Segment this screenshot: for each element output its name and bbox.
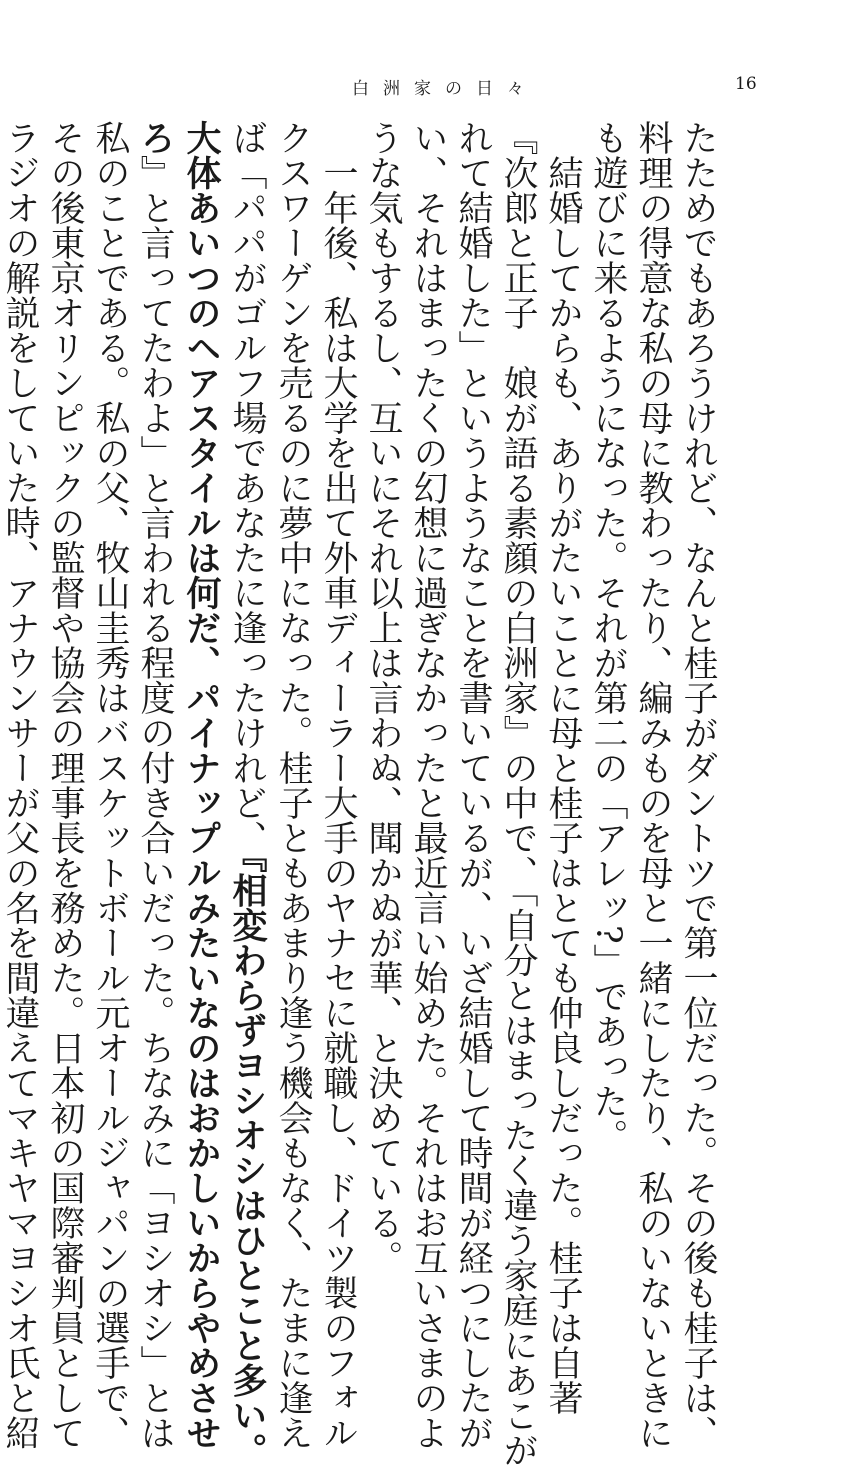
text-line (675, 120, 720, 1450)
bold-quote-segment: 大体あいつのヘアスタイルは何だ、パイナップルみたいなのはおかしいからやめさせ (181, 120, 222, 1450)
text-segment: も遊びに来るようになった。それが第二の「アレッ?」であった。 (588, 120, 628, 1154)
text-segment: ラジオの解説をしていた時、アナウンサーが父の名を間違えてマキヤマヨシオ氏と紹 (0, 120, 40, 1450)
text-line (405, 120, 450, 1450)
text-segment: 料理の得意な私の母に教わったり、編みものを母と一緒にしたり、私のいないときに (633, 120, 673, 1450)
text-line (0, 120, 42, 1450)
text-segment: い、それはまったくの幻想に過ぎなかったと最近言い始めた。それはお互いさまのよ (408, 120, 448, 1450)
text-segment: 』と言ってたわよ」と言われる程度の付き合いだった。ちなみに「ヨシオシ」とは (135, 155, 175, 1450)
text-segment: クスワーゲンを売るのに夢中になった。桂子ともあまり逢う機会もなく、たまに逢え (273, 120, 313, 1450)
bold-quote-segment: ろ (135, 120, 176, 155)
text-line (42, 120, 87, 1450)
text-segment: 私のことである。私の父、牧山圭秀はバスケットボール元オールジャパンの選手で、 (90, 120, 130, 1450)
text-segment: ば「パパがゴルフ場であなたに逢ったけれど、 (227, 120, 267, 855)
text-line (630, 120, 675, 1450)
text-line (224, 120, 270, 1468)
text-line (132, 120, 178, 1450)
text-line (495, 120, 540, 1468)
page-number: 16 (735, 74, 757, 94)
text-line (585, 120, 630, 1154)
vertical-body-text (0, 120, 720, 1468)
text-line (178, 120, 224, 1450)
text-segment: たためでもあろうけれど、なんと桂子がダントツで第一位だった。その後も桂子は、 (678, 120, 718, 1450)
text-line (360, 120, 405, 1275)
text-segment: 結婚してからも、ありがたいことに母と桂子はとても仲良しだった。桂子は自著 (543, 120, 583, 1415)
text-line (87, 120, 132, 1450)
running-header: 白洲家の日々 (352, 79, 538, 99)
text-line (450, 120, 495, 1450)
text-segment: 一年後、私は大学を出て外車ディーラー大手のヤナセに就職し、ドイツ製のフォル (318, 120, 358, 1450)
text-segment: その後東京オリンピックの監督や協会の理事長を務めた。日本初の国際審判員として (45, 120, 85, 1450)
text-line (315, 120, 360, 1450)
text-segment: うな気もするし、互いにそれ以上は言わぬ、聞かぬが華、と決めている。 (363, 120, 403, 1275)
text-line (270, 120, 315, 1450)
text-segment: れて結婚した」というようなことを書いているが、いざ結婚して時間が経つにしたが (453, 120, 493, 1450)
bold-quote-segment: 『相変わらずヨシオシはひとこと多い。 (227, 855, 268, 1468)
text-segment: 『次郎と正子 娘が語る素顔の白洲家』の中で、「自分とはまったく違う家庭にあこが (498, 120, 538, 1468)
text-line (540, 120, 585, 1415)
